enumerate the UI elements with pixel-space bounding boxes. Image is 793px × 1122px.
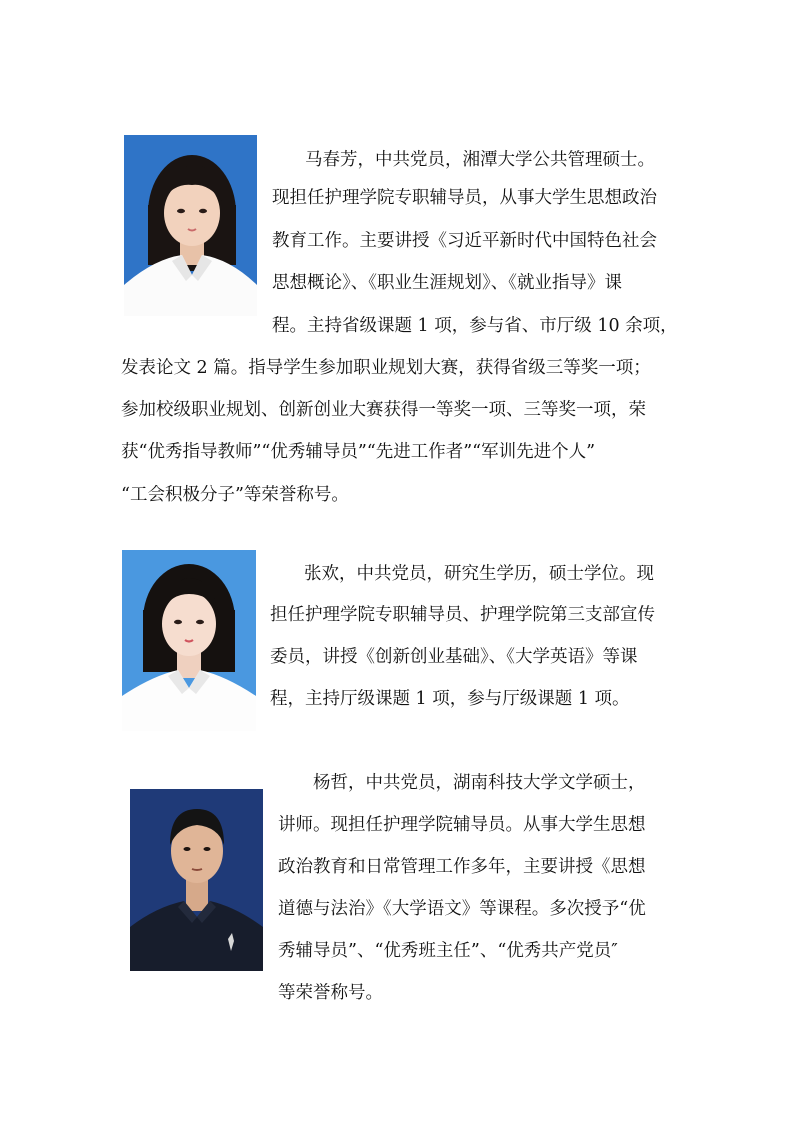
bio-line: 思想概论》、《职业生涯规划》、《就业指导》课 xyxy=(272,273,622,293)
bio-line: 政治教育和日常管理工作多年，主要讲授《思想 xyxy=(278,857,646,877)
bio-line: 张欢，中共党员，研究生学历，硕士学位。现 xyxy=(304,564,654,584)
bio-line: 马春芳，中共党员，湘潭大学公共管理硕士。 xyxy=(305,150,655,170)
bio-line: 获“优秀指导教师”“优秀辅导员”“先进工作者”“军训先进个人” xyxy=(121,442,596,462)
bio-line: 现担任护理学院专职辅导员，从事大学生思想政治 xyxy=(272,188,657,208)
bio-line: 委员，讲授《创新创业基础》、《大学英语》等课 xyxy=(270,647,638,667)
bio-line: 杨哲，中共党员，湖南科技大学文学硕士， xyxy=(313,773,646,793)
bio-line: 教育工作。主要讲授《习近平新时代中国特色社会 xyxy=(272,231,657,251)
bio-line: 担任护理学院专职辅导员、护理学院第三支部宣传 xyxy=(270,605,655,625)
portrait-photo xyxy=(124,135,257,316)
bio-line: 参加校级职业规划、创新创业大赛获得一等奖一项、三等奖一项，荣 xyxy=(121,400,646,420)
bio-line: 秀辅导员”、“优秀班主任”、“优秀共产党员″ xyxy=(278,941,618,961)
bio-line: 发表论文 2 篇。指导学生参加职业规划大赛，获得省级三等奖一项； xyxy=(121,358,651,378)
portrait-photo xyxy=(122,550,256,731)
portrait-photo xyxy=(130,789,263,971)
bio-line: “工会积极分子”等荣誉称号。 xyxy=(121,485,349,505)
bio-line: 等荣誉称号。 xyxy=(278,983,383,1003)
bio-line: 程。主持省级课题 1 项，参与省、市厅级 10 余项， xyxy=(272,316,678,336)
bio-line: 程，主持厅级课题 1 项，参与厅级课题 1 项。 xyxy=(270,689,630,709)
bio-line: 讲师。现担任护理学院辅导员。从事大学生思想 xyxy=(278,815,646,835)
bio-line: 道德与法治》《大学语文》等课程。多次授予“优 xyxy=(278,899,646,919)
